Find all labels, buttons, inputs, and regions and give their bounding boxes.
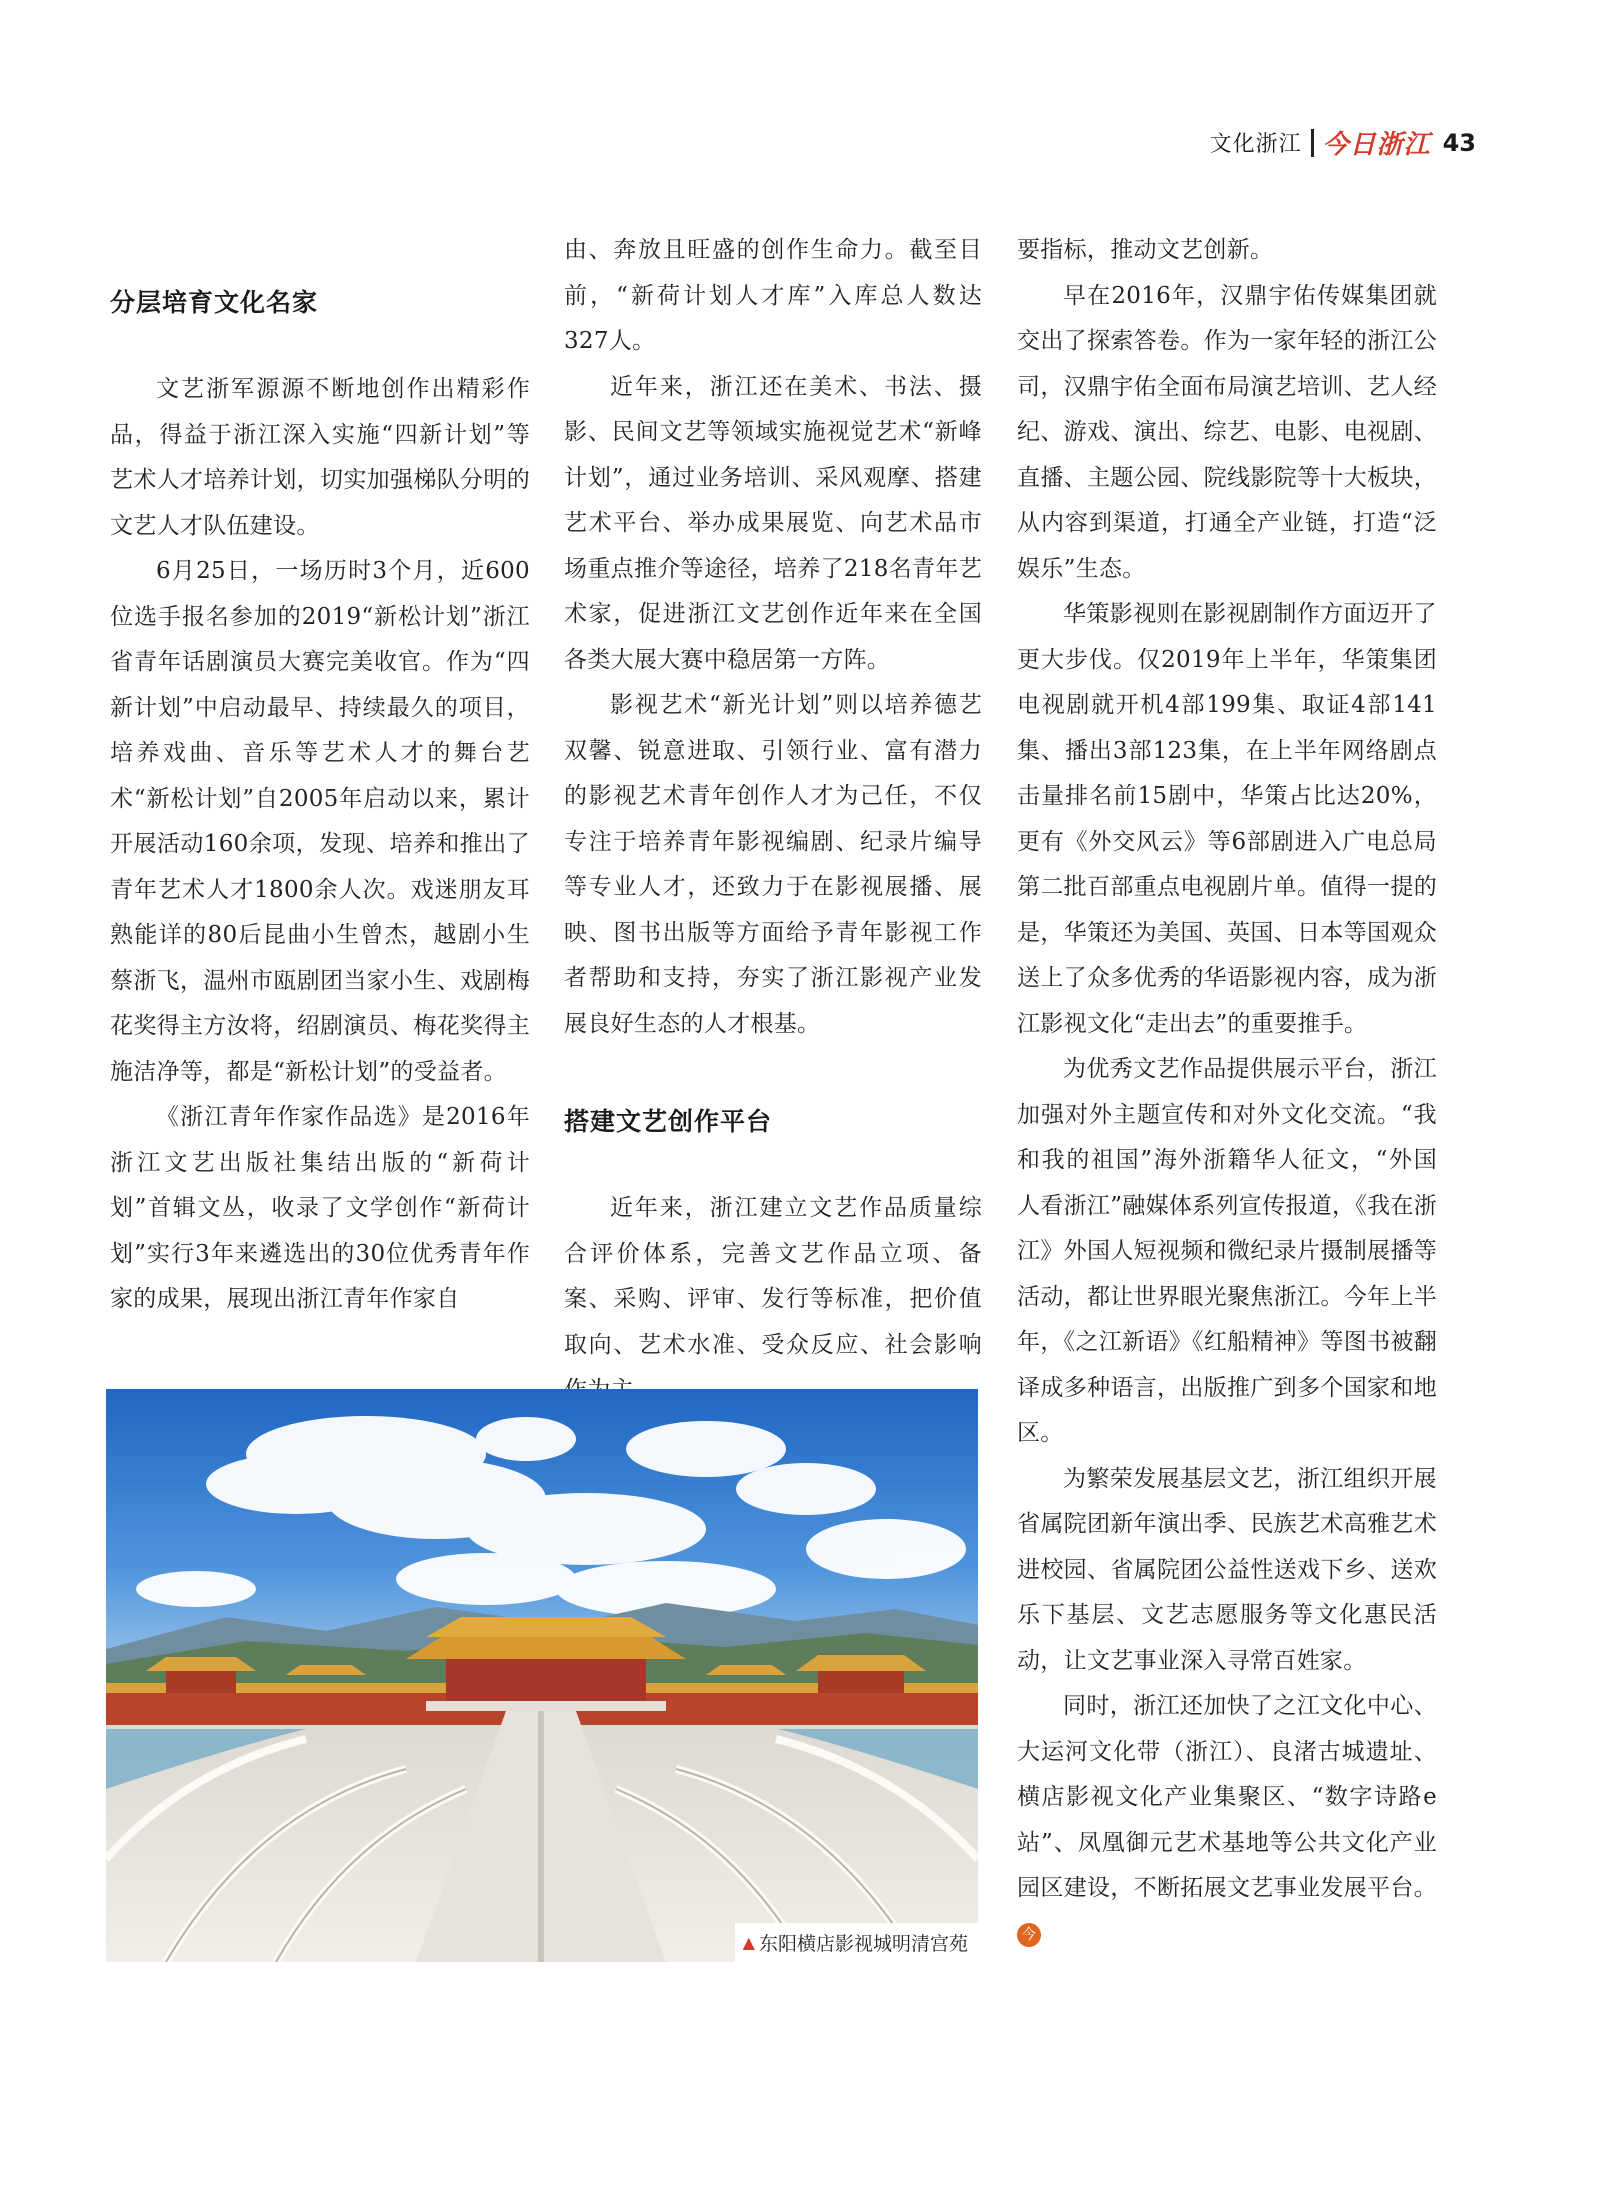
paragraph: 《浙江青年作家作品选》是2016年浙江文艺出版社集结出版的“新荷计划”首辑文丛，收录了文学创作“新荷计划”实行3年来遴选出的30位优秀青年作家的成果，展现出浙江青年作家自 <box>110 1104 530 1312</box>
paragraph: 文艺浙军源源不断地创作出精彩作品，得益于浙江深入实施“四新计划”等艺术人才培养计划，切实加强梯队分明的文艺人才队伍建设。 <box>110 376 530 539</box>
paragraph-final <box>1017 1684 1437 1957</box>
palace-photo <box>106 1389 978 1962</box>
header-divider <box>1311 129 1314 157</box>
paragraph: 早在2016年，汉鼎宇佑传媒集团就交出了探索答卷。作为一家年轻的浙江公司，汉鼎宇佑全面布局演艺培训、艺人经纪、游戏、演出、综艺、电影、电视剧、直播、主题公园、院线影院等十大板块，从内容到渠道，打通全产业链，打造“泛娱乐”生态。 <box>1017 282 1437 582</box>
paragraph: 近年来，浙江建立文艺作品质量综合评价体系，完善文艺作品立项、备案、采购、评审、发行等标准，把价值取向、艺术水准、受众反应、社会影响 <box>564 1195 982 1358</box>
section-heading-platform: 搭建文艺创作平台 <box>564 1107 773 1136</box>
paragraph: 6月25日，一场历时3个月，近600位选手报名参加的2019“新松计划”浙江省青年话剧演员大赛完美收官。作为“四新计划”中启动最早、持续最久的项目，培养戏曲、音乐等艺术人才的舞台艺术“新松计划”自2005年启动以来，累计开展活动160余项，发现、培养和推出了青年艺术人才1800余人次。戏迷朋友耳熟能详的80后昆曲小生曾杰，越剧小生蔡浙飞，温州市瓯剧团当家小生、戏剧梅花奖得主方汝将，绍剧演员、梅花奖得主施洁净等，都是“新松计划”的受益者。 <box>110 558 530 1085</box>
paragraph: 由、奔放且旺盛的创作生命力。截至目前，“新荷计划人才库”入库总人数达327人。 <box>564 237 982 354</box>
paragraph: 要指标，推动文艺创新。 <box>1017 237 1274 263</box>
caption-text: 东阳横店影视城明清宫苑 <box>758 1933 968 1955</box>
section-title: 文化浙江 <box>1209 132 1302 157</box>
end-of-article-icon: 今 <box>1017 1923 1041 1947</box>
photo-caption <box>735 1923 978 1962</box>
magazine-logo: 今日浙江 <box>1322 130 1431 160</box>
section-heading-talent: 分层培育文化名家 <box>110 288 319 317</box>
paragraph-final-text: 同时，浙江还加快了之江文化中心、大运河文化带（浙江）、良渚古城遗址、横店影视文化产业集聚区、“数字诗路e站”、凤凰御元艺术基地等公共文化产业园区建设，不断拓展文艺事业发展平台。 <box>1017 1693 1437 1901</box>
paragraph: 为优秀文艺作品提供展示平台，浙江加强对外主题宣传和对外文化交流。“我和我的祖国”海外浙籍华人征文，“外国人看浙江”融媒体系列宣传报道，《我在浙江》外国人短视频和微纪录片摄制展播等活动，都让世界眼光聚焦浙江。今年上半年，《之江新语》《红船精神》等图书被翻译成多种语言，出版推广到多个国家和地区。 <box>1017 1056 1437 1446</box>
page-header <box>1210 124 1476 161</box>
paragraph: 近年来，浙江还在美术、书法、摄影、民间文艺等领域实施视觉艺术“新峰计划”，通过业务培训、采风观摩、搭建艺术平台、举办成果展览、向艺术品市场重点推介等途径，培养了218名青年艺术家，促进浙江文艺创作近年来在全国各类大展大赛中稳居第一方阵。 <box>564 373 982 673</box>
page-number: 43 <box>1442 128 1476 157</box>
caption-triangle-icon: ▲ <box>742 1933 755 1952</box>
paragraph: 影视艺术“新光计划”则以培养德艺双馨、锐意进取、引领行业、富有潜力的影视艺术青年创作人才为己任，不仅专注于培养青年影视编剧、纪录片编导等专业人才，还致力于在影视展播、展映、图书出版等方面给予青年影视工作者帮助和支持，夯实了浙江影视产业发展良好生态的人才根基。 <box>564 692 982 1037</box>
palace-illustration <box>106 1389 978 1962</box>
paragraph: 华策影视则在影视剧制作方面迈开了更大步伐。仅2019年上半年，华策集团电视剧就开机4部199集、取证4部141集、播出3部123集，在上半年网络剧点击量排名前15剧中，华策占比达20%，更有《外交风云》等6部剧进入广电总局第二批百部重点电视剧片单。值得一提的是，华策还为美国、英国、日本等国观众送上了众多优秀的华语影视内容，成为浙江影视文化“走出去”的重要推手。 <box>1017 601 1437 1037</box>
paragraph: 为繁荣发展基层文艺，浙江组织开展省属院团新年演出季、民族艺术高雅艺术进校园、省属院团公益性送戏下乡、送欢乐下基层、文艺志愿服务等文化惠民活动，让文艺事业深入寻常百姓家。 <box>1017 1465 1437 1674</box>
